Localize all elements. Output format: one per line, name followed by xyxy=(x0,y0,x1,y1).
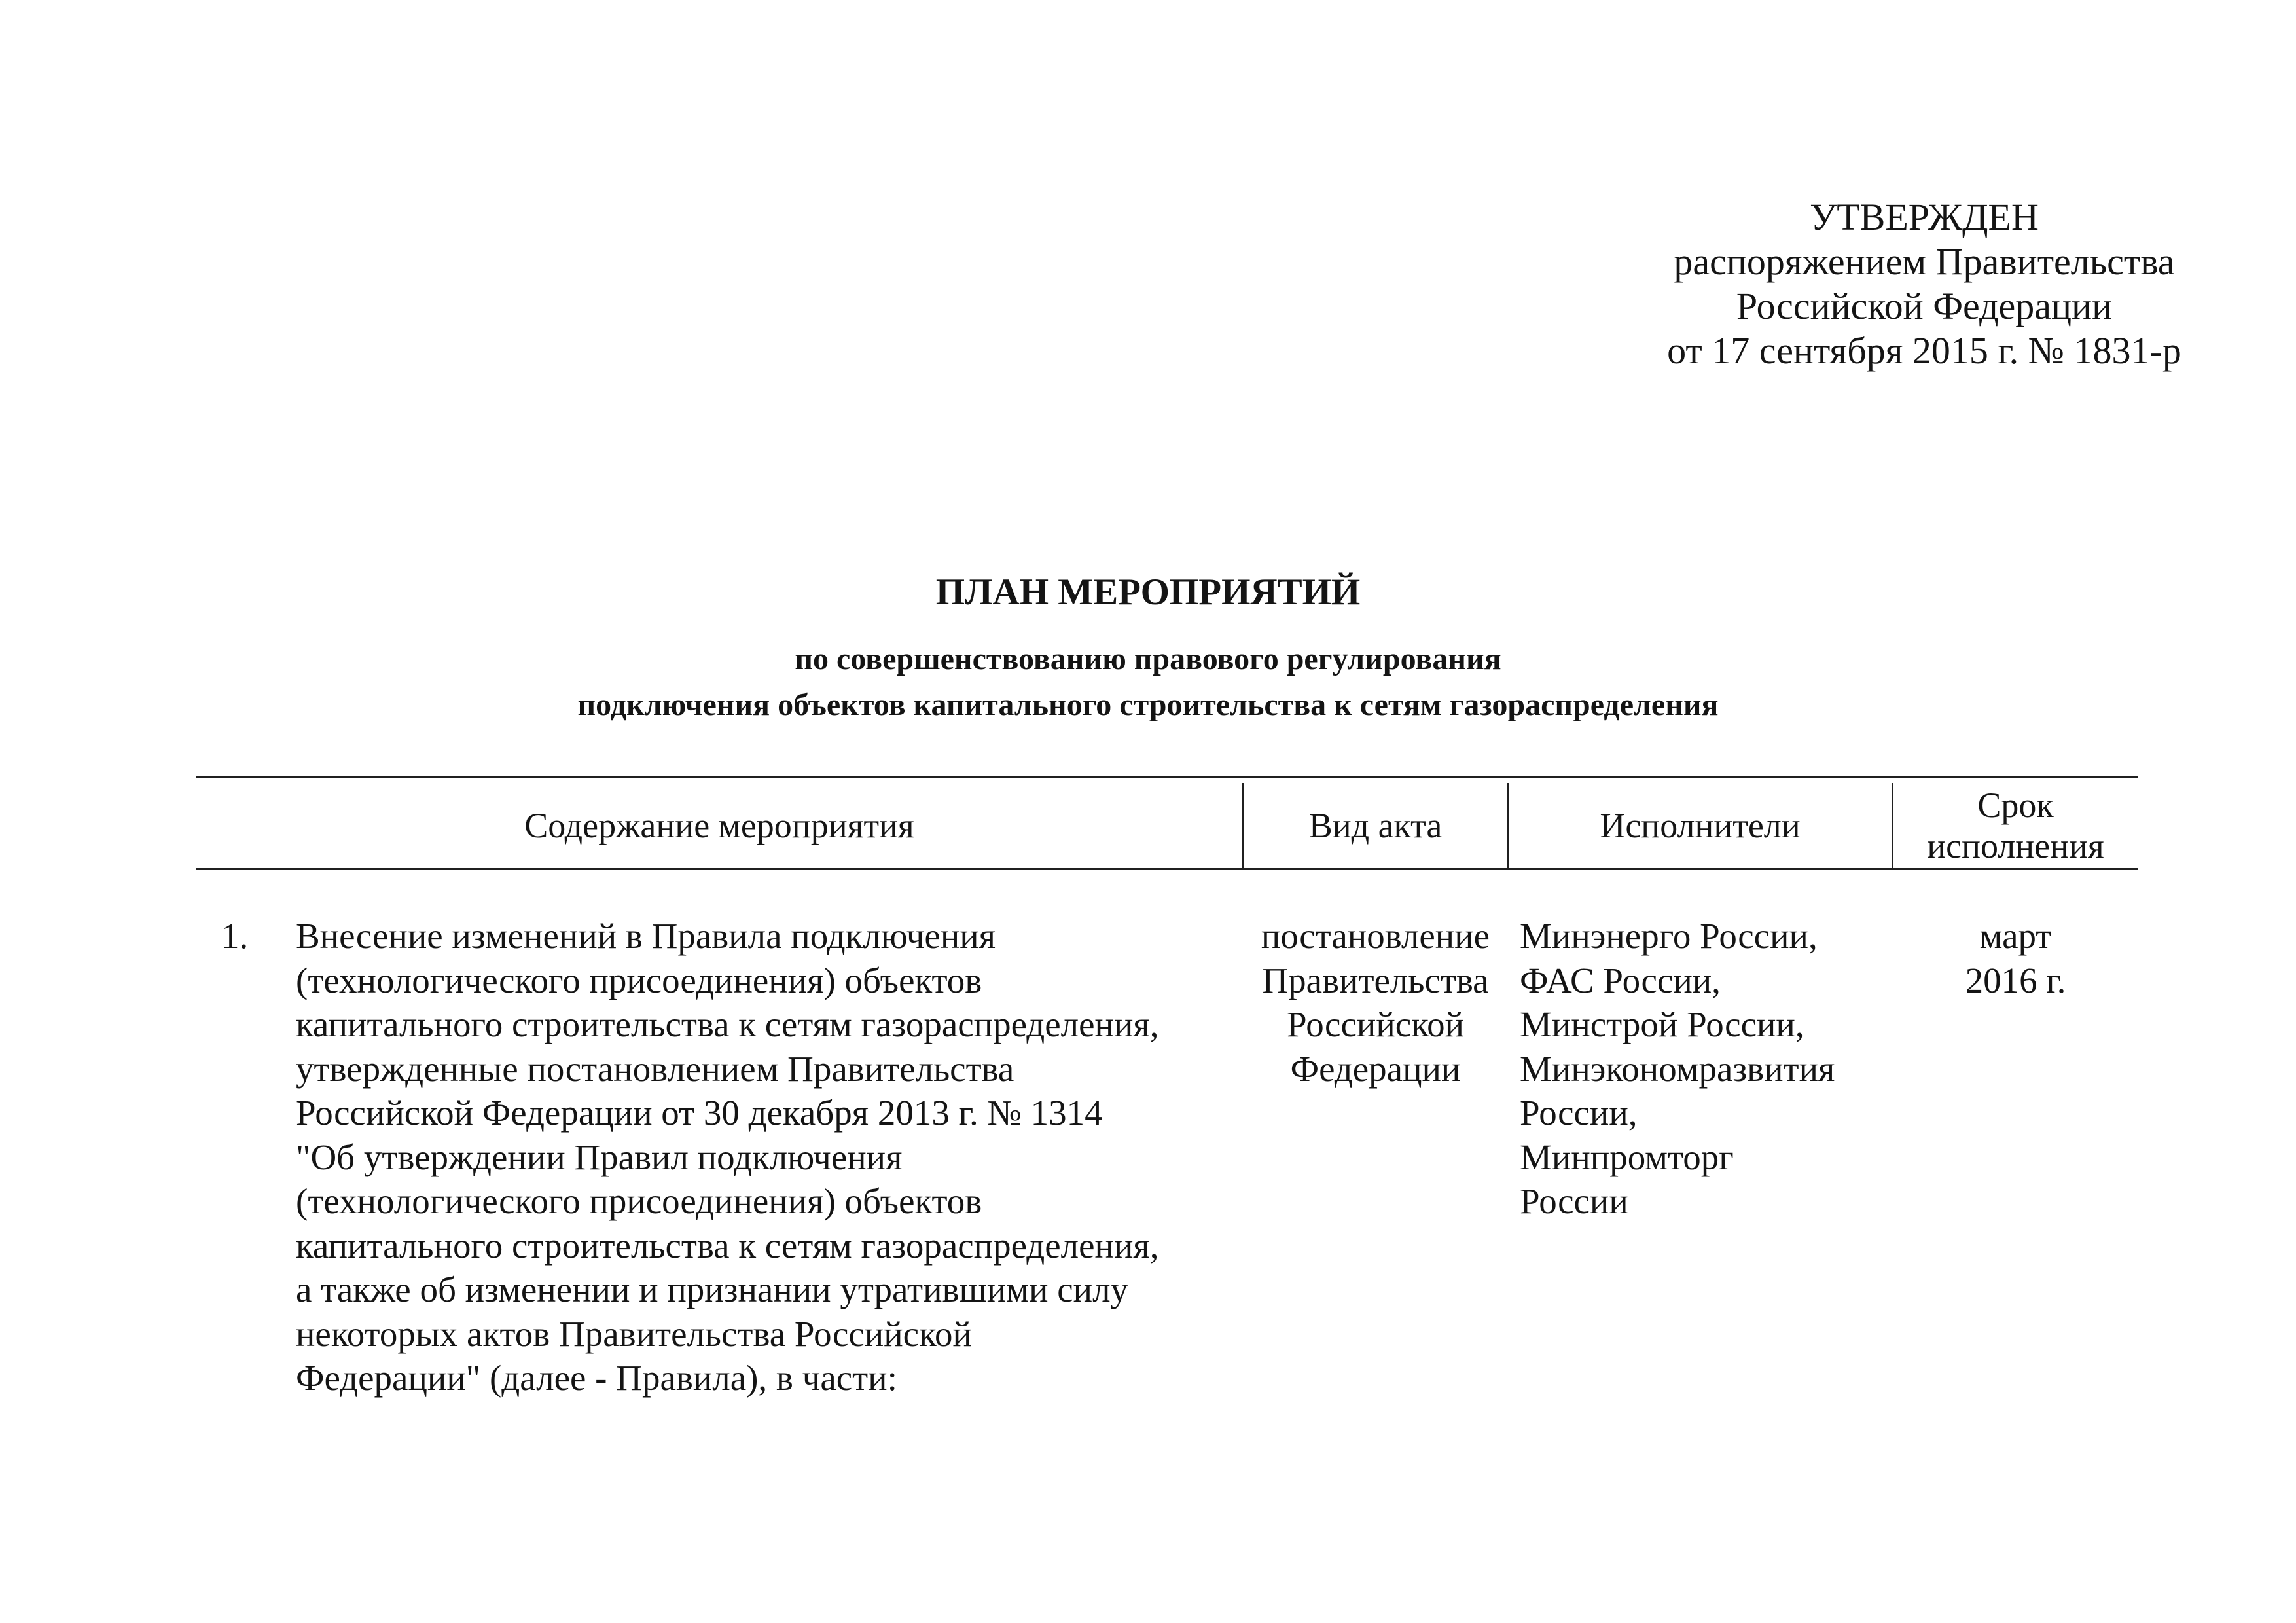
header-deadline-line: исполнения xyxy=(1927,826,2104,866)
content-line: капитального строительства к сетям газораспределения, xyxy=(296,1225,1159,1266)
content-line: (технологического присоединения) объектов xyxy=(296,1181,982,1221)
document-title: ПЛАН МЕРОПРИЯТИЙ xyxy=(935,572,1361,613)
content-line: "Об утверждении Правил подключения xyxy=(296,1137,903,1177)
table-header-rule xyxy=(196,868,2138,870)
content-line: утвержденные постановлением Правительства xyxy=(296,1048,1014,1089)
approval-date-number: от 17 сентября 2015 г. № 1831-р xyxy=(1667,329,2181,372)
header-act-type: Вид акта xyxy=(1308,806,1443,845)
content-line: (технологического присоединения) объектов xyxy=(296,960,982,1000)
executor-line: Минэкономразвития xyxy=(1520,1048,1835,1089)
deadline-line: 2016 г. xyxy=(1965,960,2066,1000)
subtitle-line: подключения объектов капитального строительства к сетям газораспределения xyxy=(577,687,1719,722)
content-line: Российской Федерации от 30 декабря 2013 г. № 1314 xyxy=(296,1093,1103,1133)
row-deadline xyxy=(1893,914,2138,1002)
executor-line: России xyxy=(1520,1181,1628,1221)
approved-label: УТВЕРЖДЕН xyxy=(1810,196,2039,238)
act-line: постановление xyxy=(1261,916,1490,956)
header-deadline xyxy=(1893,783,2138,868)
approval-line: Российской Федерации xyxy=(1736,285,2113,327)
act-line: Российской xyxy=(1286,1004,1465,1044)
row-number: 1. xyxy=(221,916,249,956)
act-line: Правительства xyxy=(1262,960,1489,1000)
content-line: капитального строительства к сетям газораспределения, xyxy=(296,1004,1159,1044)
executor-line: Минпромторг xyxy=(1520,1137,1734,1177)
content-line: некоторых актов Правительства Российской xyxy=(296,1313,972,1354)
subtitle-line: по совершенствованию правового регулирования xyxy=(795,642,1501,676)
approval-block xyxy=(1558,195,2291,373)
deadline-line: март xyxy=(1979,916,2052,956)
act-line: Федерации xyxy=(1290,1048,1461,1089)
approval-line: распоряжением Правительства xyxy=(1674,240,2175,283)
header-content: Содержание мероприятия xyxy=(524,806,914,845)
executor-line: Минстрой России, xyxy=(1520,1004,1804,1044)
table-top-rule xyxy=(196,776,2138,778)
content-line: Внесение изменений в Правила подключения xyxy=(296,916,996,956)
header-executors: Исполнители xyxy=(1600,806,1801,845)
content-line: а также об изменении и признании утратившими силу xyxy=(296,1269,1129,1309)
header-deadline-line: Срок xyxy=(1977,786,2054,825)
executor-line: ФАС России, xyxy=(1520,960,1721,1000)
document-subtitle xyxy=(0,636,2296,728)
row-act-type xyxy=(1244,914,1507,1091)
executor-line: Минэнерго России, xyxy=(1520,916,1818,956)
content-line: Федерации" (далее - Правила), в части: xyxy=(296,1358,897,1398)
executor-line: России, xyxy=(1520,1093,1638,1133)
row-content xyxy=(296,914,1238,1400)
row-executors xyxy=(1520,914,1892,1224)
